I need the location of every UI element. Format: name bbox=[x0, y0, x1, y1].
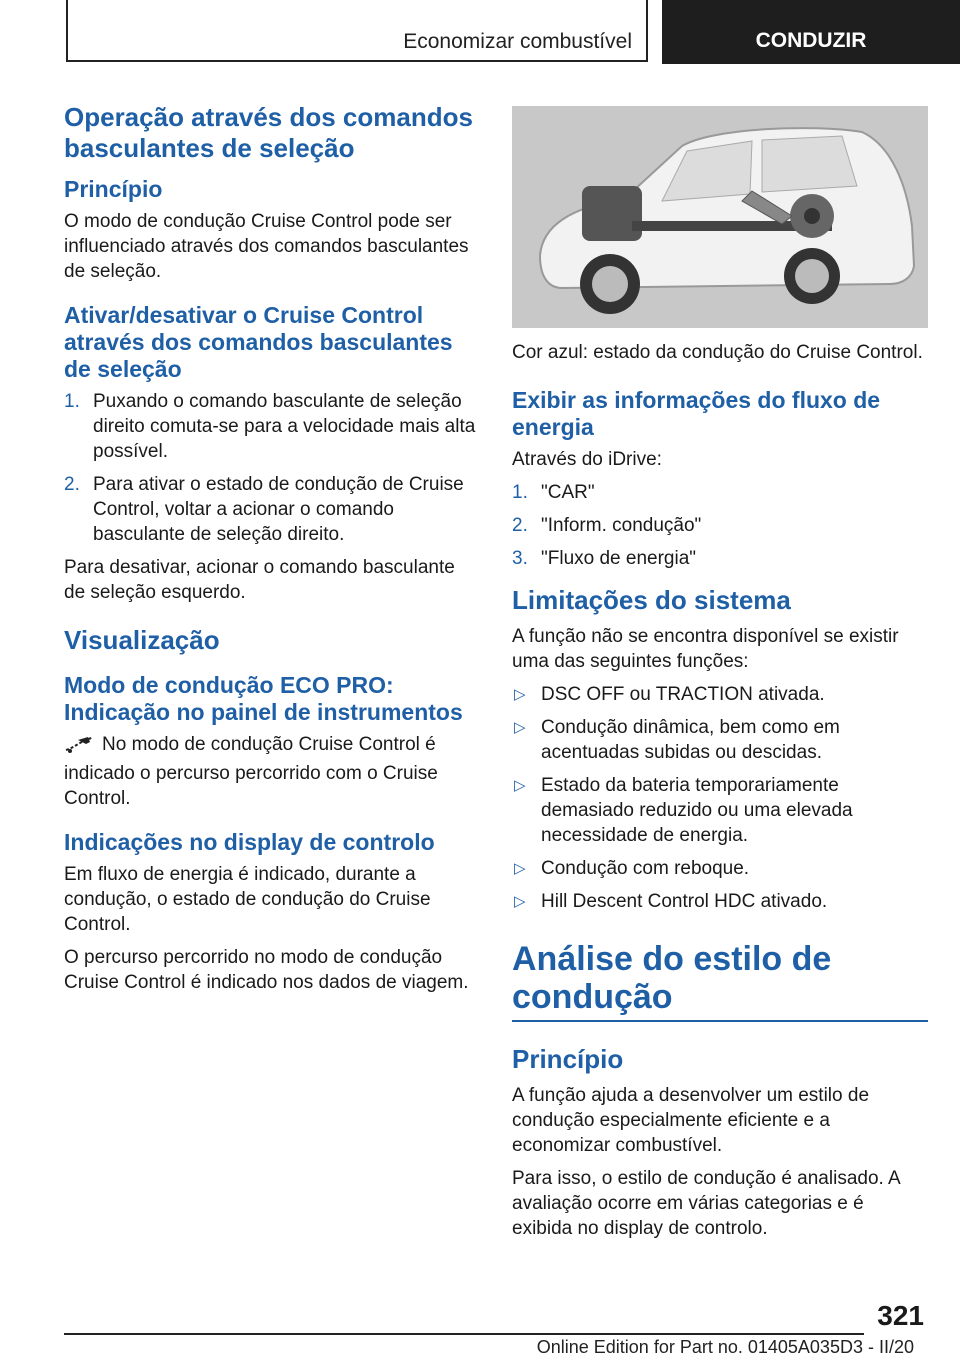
operation-title: Operação através dos comandos basculantes de seleção bbox=[64, 102, 473, 163]
triangle-bullet-icon: ▷ bbox=[514, 893, 526, 910]
list-item: ▷ DSC OFF ou TRACTION ativada. bbox=[514, 684, 825, 705]
limitations-heading: Limitações do sistema bbox=[512, 585, 791, 615]
display-text-2: O percurso percorrido no modo de condução Cruise Control é indicado nos dados de viagem. bbox=[64, 947, 469, 993]
page-number: 321 bbox=[877, 1300, 924, 1331]
eco-road-icon bbox=[64, 734, 96, 761]
visualization-heading: Visualização bbox=[64, 625, 220, 655]
list-item: 3. "Fluxo de energia" bbox=[512, 548, 697, 569]
analysis-principle-heading: Princípio bbox=[512, 1044, 624, 1074]
triangle-bullet-icon: ▷ bbox=[514, 777, 526, 794]
toggle-heading: Ativar/desativar o Cruise Control através dos comandos basculantes de seleção bbox=[64, 302, 453, 382]
list-item: ▷ Hill Descent Control HDC ativado. bbox=[514, 891, 828, 912]
eco-pro-text: No modo de condução Cruise Control é indicado o percurso percorrido com o Cruise Control. bbox=[64, 734, 438, 809]
limitations-list bbox=[512, 682, 928, 914]
principle-heading: Princípio bbox=[64, 176, 163, 202]
energy-flow-heading: Exibir as informações do fluxo de energia bbox=[512, 387, 881, 440]
footer-edition: Online Edition for Part no. 01405A035D3 - II/20 bbox=[536, 1337, 914, 1357]
energy-flow-intro: Através do iDrive: bbox=[512, 449, 662, 470]
analysis-text-2: Para isso, o estilo de condução é analisado. A avaliação ocorre em várias categorias e é exibida no display de controlo. bbox=[512, 1168, 900, 1239]
list-item: 1. "CAR" bbox=[512, 482, 595, 503]
analysis-text-1: A função ajuda a desenvolver um estilo de condução especialmente eficiente e a economizar combustível. bbox=[512, 1085, 870, 1156]
list-item: ▷ Condução com reboque. bbox=[514, 858, 750, 879]
list-item: ▷ Condução dinâmica, bem como em acentuadas subidas ou descidas. bbox=[514, 717, 840, 763]
triangle-bullet-icon: ▷ bbox=[514, 860, 526, 877]
driving-style-analysis-heading: Análise do estilo de condução bbox=[512, 940, 832, 1016]
triangle-bullet-icon: ▷ bbox=[514, 719, 526, 736]
limitations-intro: A função não se encontra disponível se existir uma das seguintes funções: bbox=[512, 626, 899, 672]
deactivate-text: Para desativar, acionar o comando basculante de seleção esquerdo. bbox=[64, 557, 455, 603]
car-illustration bbox=[512, 106, 928, 328]
header-chapter-tab: CONDUZIR bbox=[662, 0, 960, 64]
list-item: 2. "Inform. condução" bbox=[512, 515, 702, 536]
list-item: 1. Puxando o comando basculante de seleção direito comuta-se para a velocidade mais alta possível. bbox=[64, 391, 476, 462]
footer-rule bbox=[64, 1333, 864, 1335]
principle-text: O modo de condução Cruise Control pode ser influenciado através dos comandos basculantes de seleção. bbox=[64, 211, 469, 282]
heading-rule bbox=[512, 1020, 928, 1022]
display-text-1: Em fluxo de energia é indicado, durante a condução, o estado de condução do Cruise Control. bbox=[64, 864, 431, 935]
figure-caption: Cor azul: estado da condução do Cruise Control. bbox=[512, 342, 923, 363]
triangle-bullet-icon: ▷ bbox=[514, 686, 526, 703]
header-section-title: Economizar combustível bbox=[403, 30, 632, 53]
list-item: ▷ Estado da bateria temporariamente demasiado reduzido ou uma elevada necessidade de energia. bbox=[514, 775, 853, 846]
left-column bbox=[64, 100, 480, 1003]
toggle-steps bbox=[64, 389, 480, 547]
right-column bbox=[512, 106, 928, 1249]
display-heading: Indicações no display de controlo bbox=[64, 829, 435, 855]
eco-pro-heading: Modo de condução ECO PRO: Indicação no painel de instrumentos bbox=[64, 672, 463, 725]
list-item: 2. Para ativar o estado de condução de Cruise Control, voltar a acionar o comando basculante de seleção direito. bbox=[64, 474, 464, 545]
header-bar bbox=[66, 0, 648, 62]
car-drivetrain-figure bbox=[512, 106, 928, 328]
energy-flow-steps bbox=[512, 480, 928, 571]
